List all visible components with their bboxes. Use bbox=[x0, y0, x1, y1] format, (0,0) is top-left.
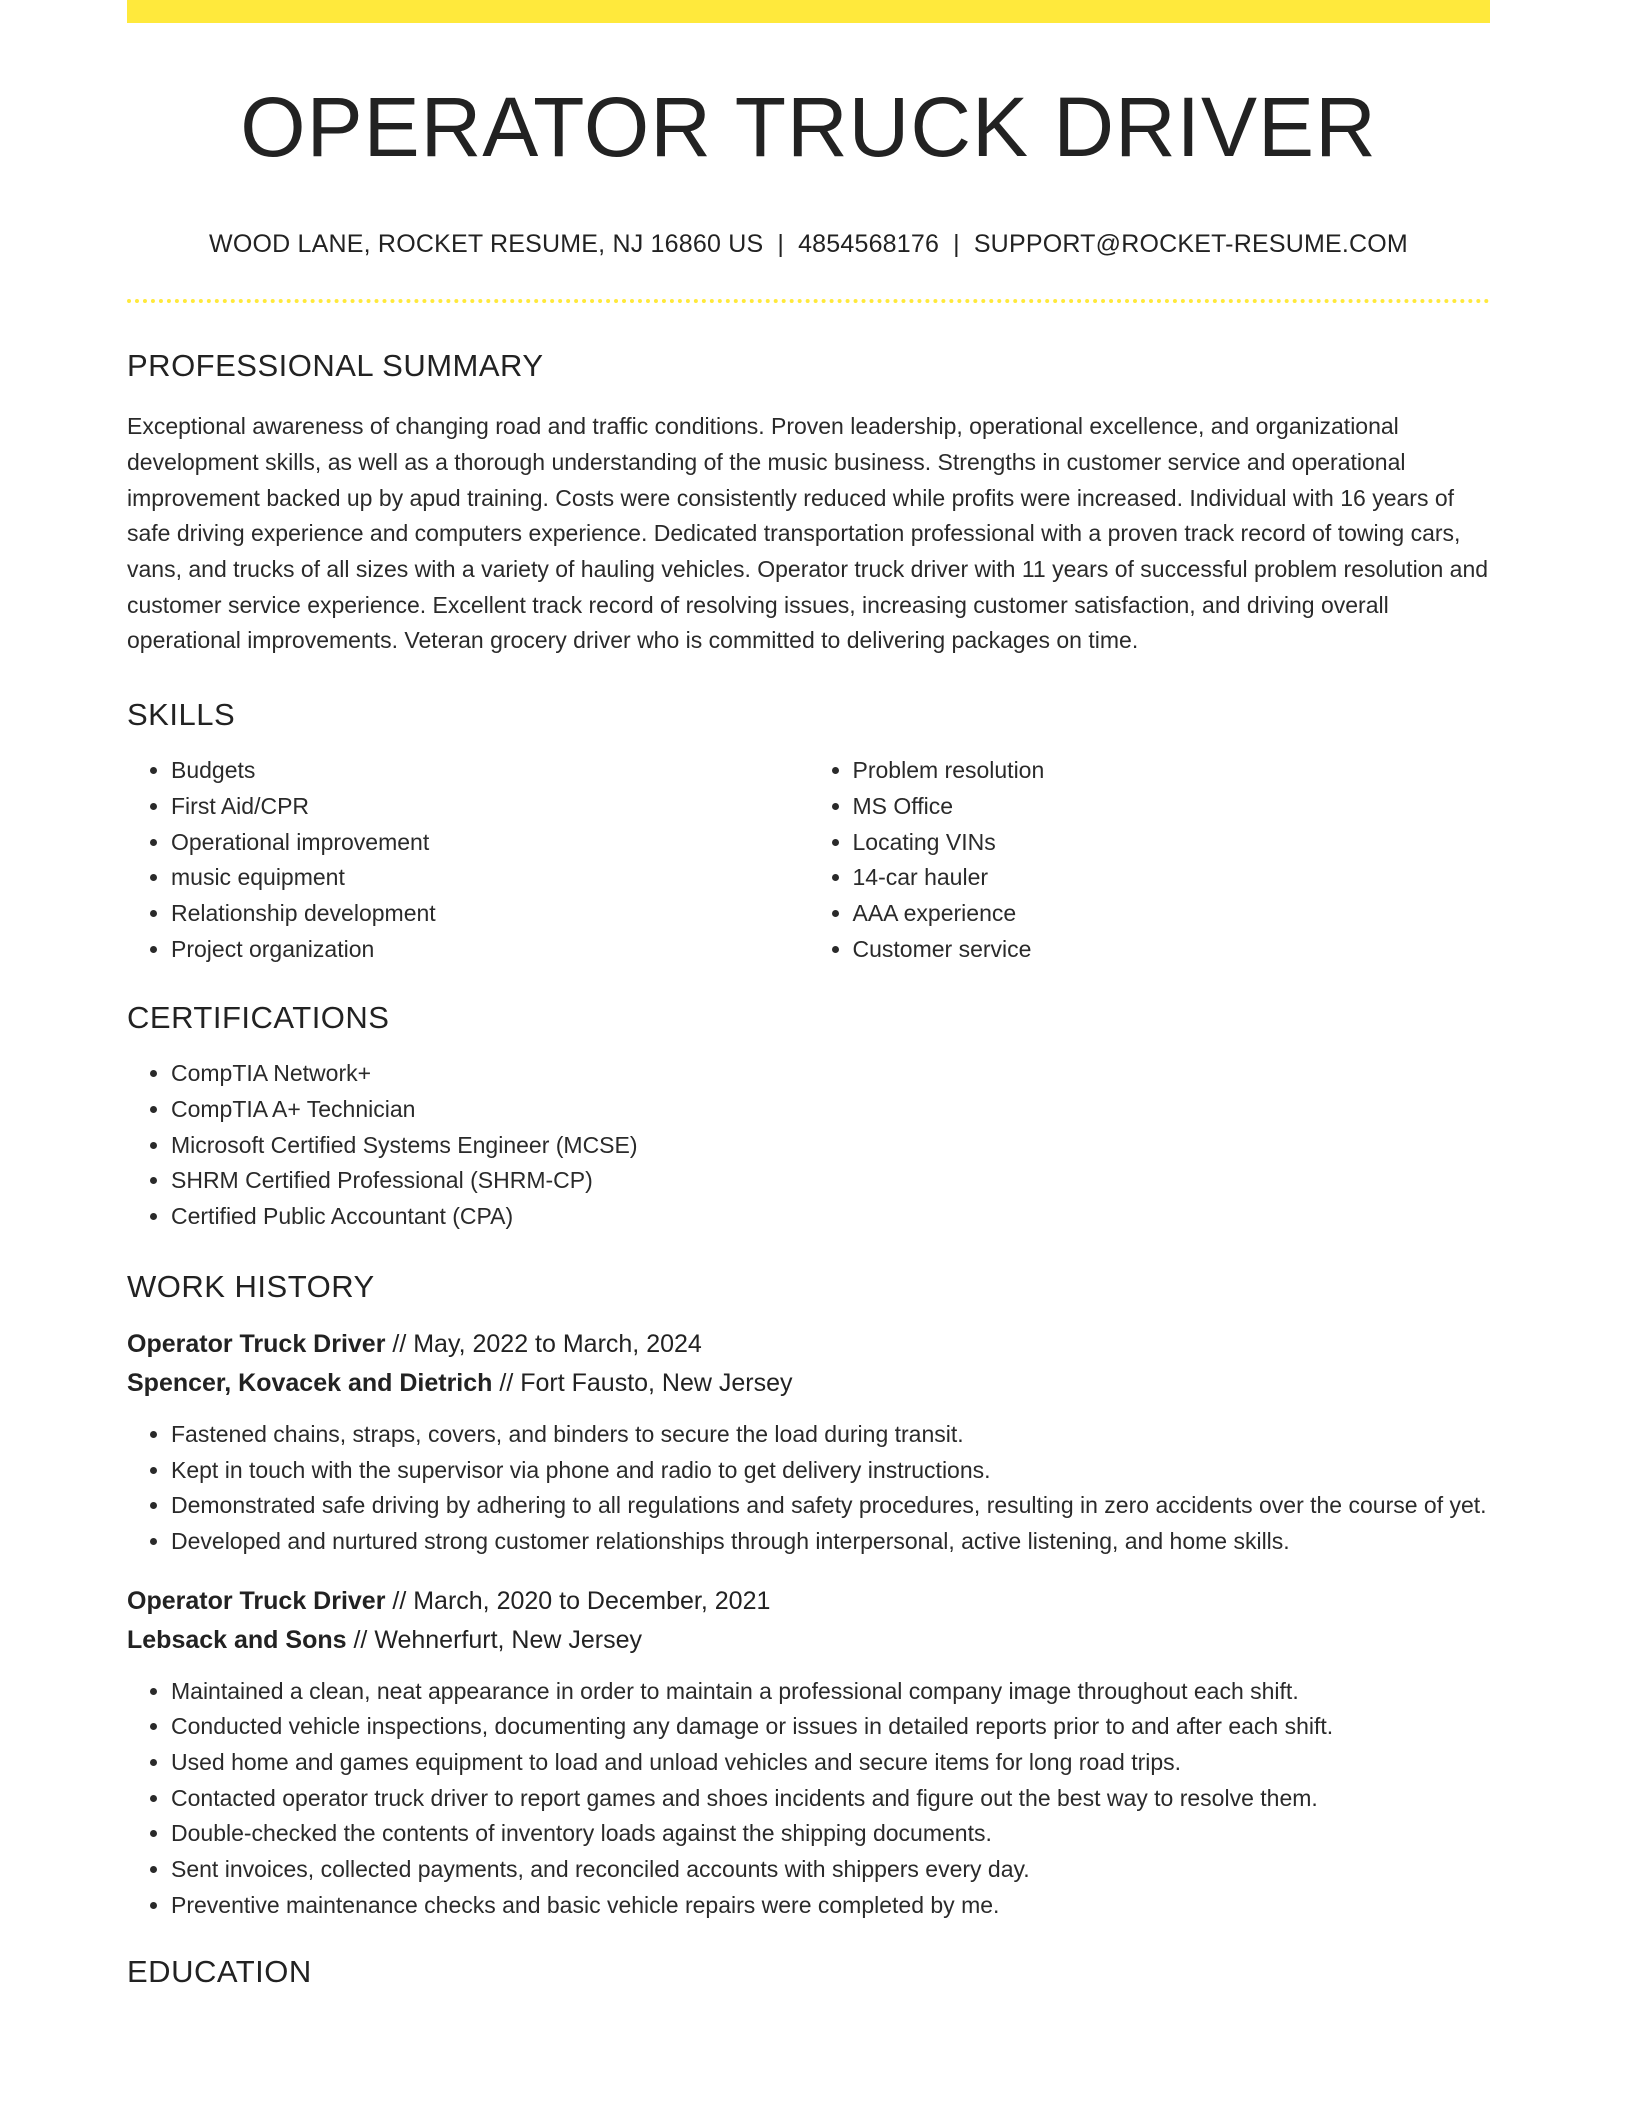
job-location: // Fort Fausto, New Jersey bbox=[492, 1368, 793, 1397]
education-heading: EDUCATION bbox=[127, 1953, 312, 1989]
job-company-line bbox=[127, 1364, 1490, 1403]
list-item: • Double-checked the contents of inventory loads against the shipping documents. bbox=[171, 1816, 1490, 1852]
certifications-list bbox=[127, 1056, 1490, 1235]
contact-separator: | bbox=[777, 230, 785, 259]
certifications-heading: CERTIFICATIONS bbox=[127, 1000, 390, 1036]
list-item: • Kept in touch with the supervisor via phone and radio to get delivery instructions. bbox=[171, 1453, 1490, 1489]
job-dates: // May, 2022 to March, 2024 bbox=[385, 1329, 702, 1358]
list-item: • AAA experience bbox=[853, 896, 1491, 932]
skills-columns bbox=[127, 753, 1490, 967]
contact-separator: | bbox=[953, 230, 960, 259]
accent-top-bar bbox=[127, 0, 1490, 23]
work-history-heading: WORK HISTORY bbox=[127, 1268, 375, 1304]
list-item: • Preventive maintenance checks and basic vehicle repairs were completed by me. bbox=[171, 1888, 1490, 1924]
contact-email: SUPPORT@ROCKET-RESUME.COM bbox=[973, 230, 1408, 259]
job-dates: // March, 2020 to December, 2021 bbox=[385, 1586, 771, 1615]
list-item: • SHRM Certified Professional (SHRM-CP) bbox=[171, 1163, 1490, 1199]
job-entry bbox=[127, 1325, 1490, 1560]
job-role: Operator Truck Driver bbox=[127, 1586, 386, 1615]
summary-text: Exceptional awareness of changing road and traffic conditions. Proven leadership, operational excellence, and organizational development skills, as well as a thorough understanding of the music business. Strengths in customer service and operational improvement backed up by apud training. Costs were consistently reduced while profits were increased. Individual with 16 years of safe driving experience and computers experience. Dedicated transportation professional with a proven track record of towing cars, vans, and trucks of all sizes with a variety of hauling vehicles. Operator truck driver with 11 years of successful problem resolution and customer service experience. Excellent track record of resolving issues, increasing customer satisfaction, and driving overall operational improvements. Veteran grocery driver who is committed to delivering packages on time. bbox=[127, 413, 1489, 654]
resume-page bbox=[127, 0, 1490, 1990]
list-item: • Certified Public Accountant (CPA) bbox=[171, 1199, 1490, 1235]
list-item: • Developed and nurtured strong customer relationships through interpersonal, active listening, and home skills. bbox=[171, 1524, 1490, 1560]
list-item: • Locating VINs bbox=[853, 825, 1491, 861]
list-item: • Sent invoices, collected payments, and reconciled accounts with shippers every day. bbox=[171, 1852, 1490, 1888]
list-item: • Contacted operator truck driver to report games and shoes incidents and figure out the best way to resolve them. bbox=[171, 1781, 1490, 1817]
list-item: • Project organization bbox=[171, 932, 809, 968]
skills-list-right bbox=[809, 753, 1491, 967]
list-item: • Customer service bbox=[853, 932, 1491, 968]
list-item: • CompTIA Network+ bbox=[171, 1056, 1490, 1092]
list-item: • Demonstrated safe driving by adhering to all regulations and safety procedures, resulting in zero accidents over the course of yet. bbox=[171, 1488, 1490, 1524]
job-bullets bbox=[127, 1417, 1490, 1560]
list-item: • Conducted vehicle inspections, documenting any damage or issues in detailed reports prior to and after each shift. bbox=[171, 1709, 1490, 1745]
list-item: • Problem resolution bbox=[853, 753, 1491, 789]
job-location: // Wehnerfurt, New Jersey bbox=[346, 1625, 643, 1654]
resume-name: OPERATOR TRUCK DRIVER bbox=[240, 80, 1377, 174]
job-title-line bbox=[127, 1582, 1490, 1621]
job-company-line bbox=[127, 1621, 1490, 1660]
job-company: Spencer, Kovacek and Dietrich bbox=[127, 1368, 493, 1397]
contact-line bbox=[127, 229, 1490, 259]
list-item: • First Aid/CPR bbox=[171, 789, 809, 825]
job-company: Lebsack and Sons bbox=[127, 1625, 347, 1654]
job-title-line bbox=[127, 1325, 1490, 1364]
job-role: Operator Truck Driver bbox=[127, 1329, 386, 1358]
contact-phone: 4854568176 bbox=[798, 230, 940, 259]
list-item: • Maintained a clean, neat appearance in order to maintain a professional company image throughout each shift. bbox=[171, 1674, 1490, 1710]
list-item: • Relationship development bbox=[171, 896, 809, 932]
list-item: • Budgets bbox=[171, 753, 809, 789]
list-item: • Fastened chains, straps, covers, and binders to secure the load during transit. bbox=[171, 1417, 1490, 1453]
list-item: • Used home and games equipment to load and unload vehicles and secure items for long road trips. bbox=[171, 1745, 1490, 1781]
skills-heading: SKILLS bbox=[127, 697, 236, 733]
job-entry bbox=[127, 1582, 1490, 1924]
contact-address: WOOD LANE, ROCKET RESUME, NJ 16860 US bbox=[209, 230, 764, 259]
summary-heading: PROFESSIONAL SUMMARY bbox=[127, 348, 544, 384]
list-item: • Operational improvement bbox=[171, 825, 809, 861]
skills-list-left bbox=[127, 753, 809, 967]
list-item: • 14-car hauler bbox=[853, 860, 1491, 896]
list-item: • CompTIA A+ Technician bbox=[171, 1092, 1490, 1128]
list-item: • music equipment bbox=[171, 860, 809, 896]
list-item: • MS Office bbox=[853, 789, 1491, 825]
dotted-divider bbox=[127, 299, 1490, 303]
job-bullets bbox=[127, 1674, 1490, 1924]
list-item: • Microsoft Certified Systems Engineer (MCSE) bbox=[171, 1128, 1490, 1164]
